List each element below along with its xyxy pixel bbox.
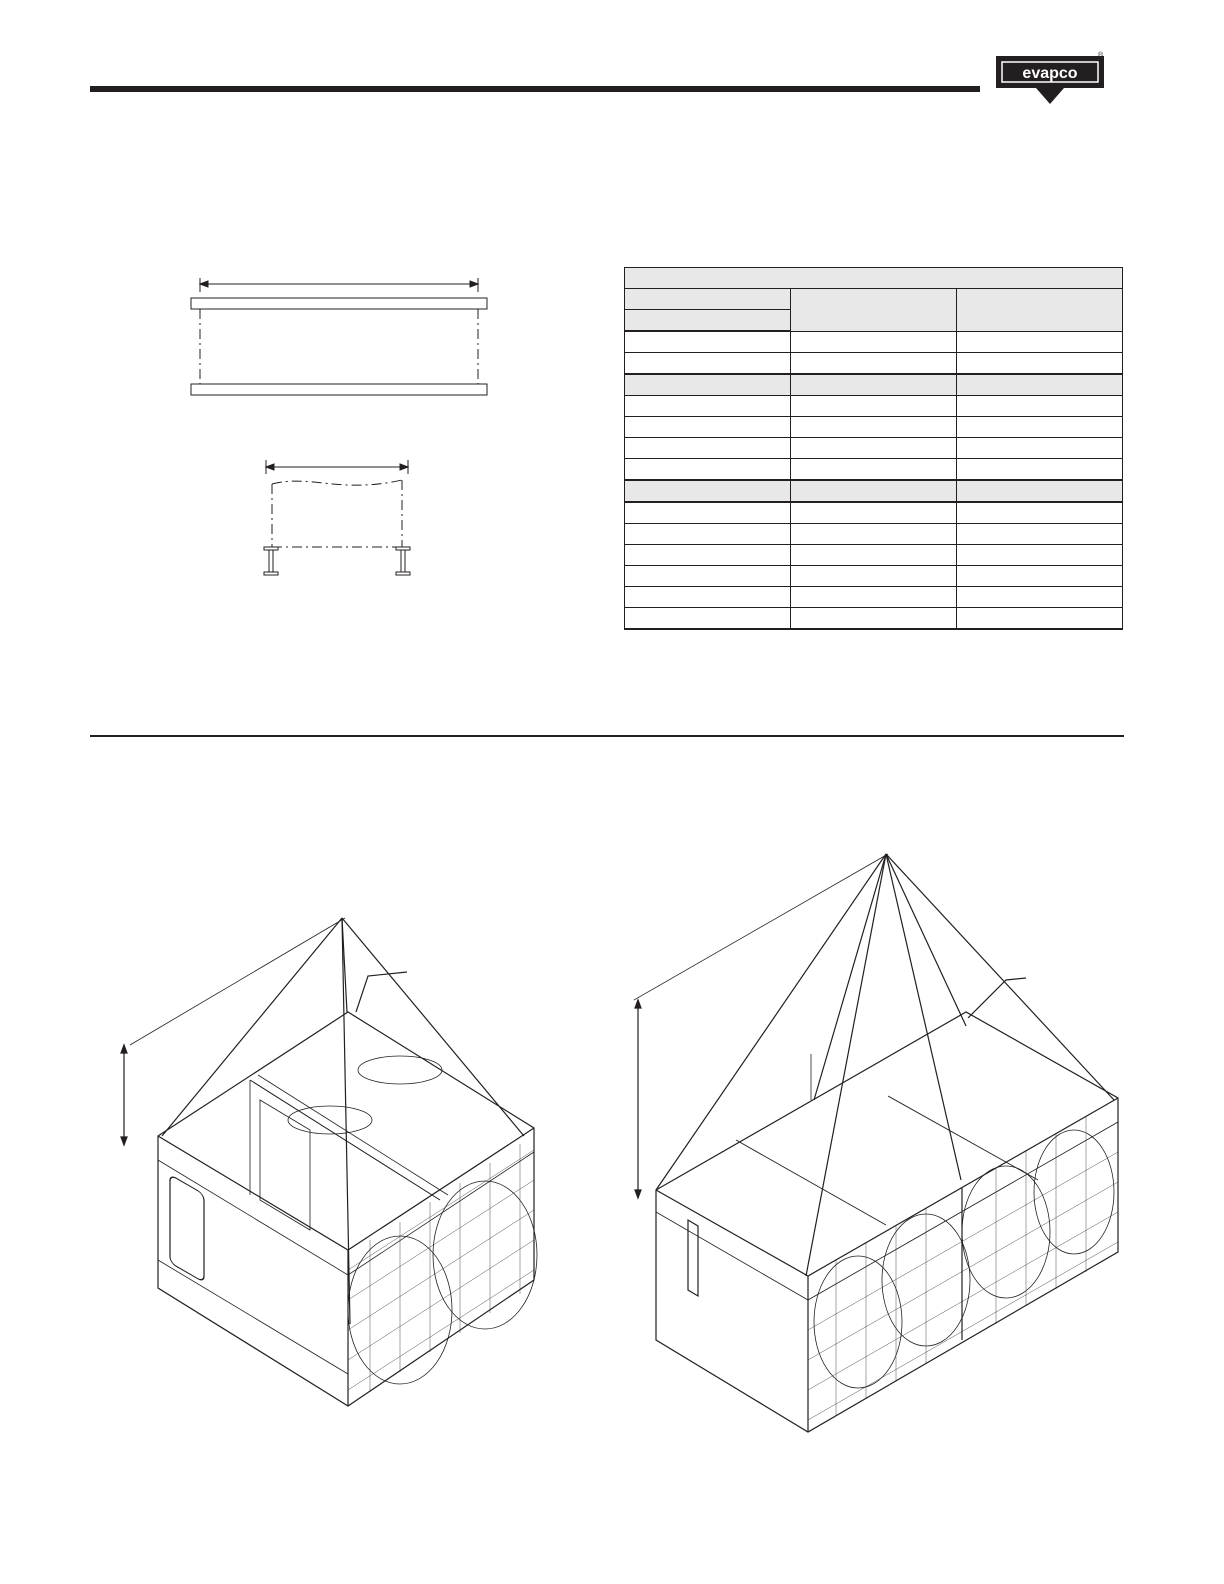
table-row — [625, 587, 1123, 608]
table-row — [625, 396, 1123, 417]
table-section-row — [625, 374, 1123, 396]
table-row — [625, 417, 1123, 438]
rigging-table — [624, 267, 1122, 630]
table-row — [625, 502, 1123, 524]
table-row — [625, 524, 1123, 545]
table-row — [625, 608, 1123, 630]
table-row — [625, 438, 1123, 459]
table-row — [625, 566, 1123, 587]
logo-wordmark: evapco — [1022, 65, 1078, 82]
spreader-bar-diagram — [180, 262, 500, 582]
table-title-row — [625, 268, 1123, 289]
double-cell-rigging-illustration — [626, 840, 1126, 1440]
table-row — [625, 545, 1123, 566]
table-row — [625, 353, 1123, 375]
table-row — [625, 459, 1123, 481]
section-divider — [90, 735, 1124, 737]
table-section-row — [625, 480, 1123, 502]
table-row — [625, 331, 1123, 353]
evapco-logo — [994, 52, 1106, 106]
header-rule — [90, 86, 980, 92]
registered-mark: ® — [1098, 52, 1104, 59]
single-cell-rigging-illustration — [110, 840, 550, 1440]
table-header-row — [625, 289, 1123, 310]
